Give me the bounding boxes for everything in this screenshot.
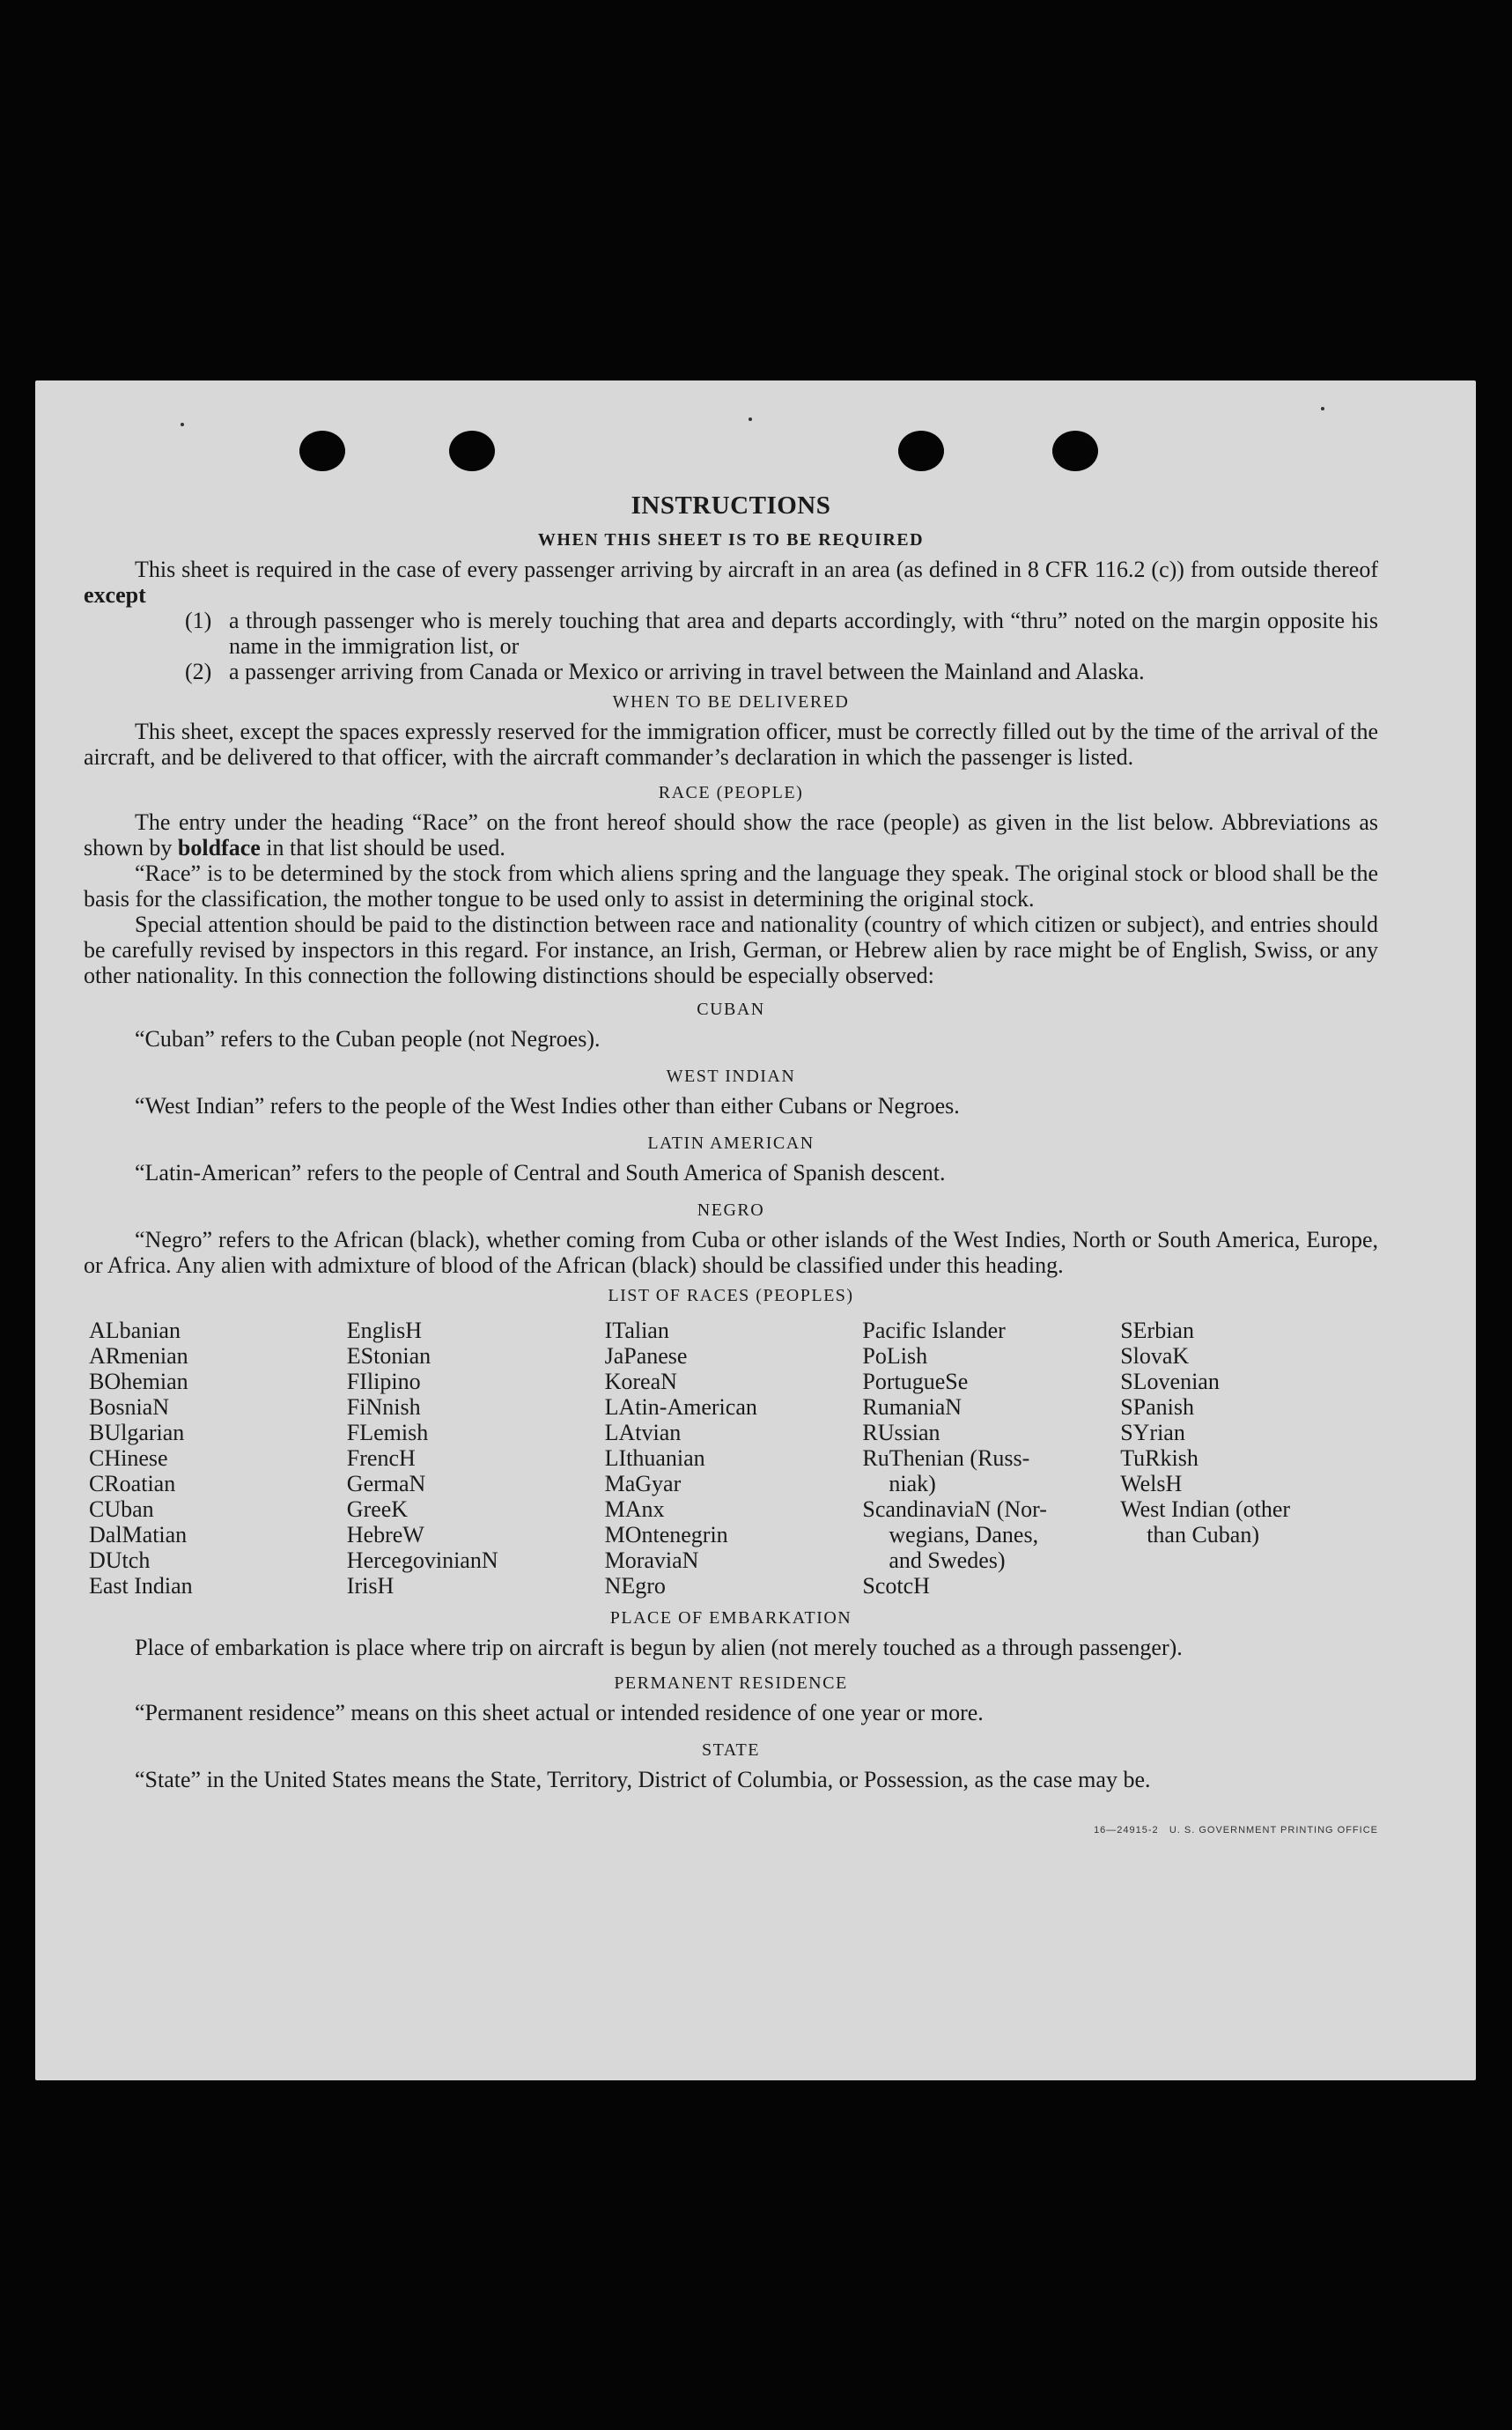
paragraph: “Negro” refers to the African (black), whether coming from Cuba or other islands of the West Indies, North or South America, Europe, or Africa. Any alien with admixture of blood of the African (black) should be classified under this heading. (84, 1227, 1378, 1278)
paragraph (84, 809, 1378, 860)
paragraph: This sheet, except the spaces expressly reserved for the immigration officer, must be correctly filled out by the time of the arrival of the aircraft, and be delivered to that officer, with the aircraft commander’s declaration in which the passenger is listed. (84, 719, 1378, 770)
race-entry: East Indian (89, 1573, 193, 1599)
race-entry: TuRkish (1120, 1445, 1199, 1471)
race-entry: DalMatian (89, 1522, 188, 1547)
race-entry: wegians, Danes, (889, 1522, 1039, 1547)
race-entry: SYrian (1120, 1420, 1185, 1445)
text: in that list should be used. (260, 835, 505, 860)
race-entry: ARmenian (89, 1343, 188, 1369)
race-entry: BUlgarian (89, 1420, 185, 1445)
race-entry: BosniaN (89, 1394, 169, 1420)
race-entry: FLemish (346, 1420, 429, 1445)
printer-imprint: U. S. GOVERNMENT PRINTING OFFICE (1169, 1825, 1378, 1835)
paragraph: “Latin-American” refers to the people of Central and South America of Spanish descent. (135, 1160, 946, 1185)
race-entry: RumaniaN (862, 1394, 963, 1420)
bold-text: except (84, 582, 146, 608)
paragraph: “Race” is to be determined by the stock from which aliens spring and the language they speak. The original stock or blood shall be the basis for the classification, the mother tongue to be used only to assist in determining the original stock. (84, 860, 1378, 912)
punch-hole (1052, 431, 1098, 471)
race-entry: CHinese (89, 1445, 168, 1471)
race-entry: HercegovinianN (346, 1547, 498, 1573)
list-item (185, 659, 1378, 684)
list-item (185, 608, 1378, 659)
race-entry: PoLish (862, 1343, 928, 1369)
punch-hole (449, 431, 495, 471)
race-entry: CUban (89, 1496, 154, 1522)
section-heading: WHEN THIS SHEET IS TO BE REQUIRED (537, 530, 925, 550)
race-entry: DUtch (89, 1547, 151, 1573)
race-entry: than Cuban) (1147, 1522, 1259, 1547)
text: This sheet is required in the case of every passenger arriving by aircraft in an area (as defined in 8 CFR 116.2 (c)) from outside thereof (135, 557, 1378, 582)
page-title: INSTRUCTIONS (631, 491, 831, 520)
punch-hole (299, 431, 345, 471)
race-entry: EnglisH (346, 1318, 423, 1343)
races-column (605, 1318, 863, 1599)
race-entry: GreeK (346, 1496, 409, 1522)
item-text: a through passenger who is merely touching that area and departs accordingly, with “thru” noted on the margin opposite his name in the immigration list, or (229, 608, 1378, 659)
race-entry: SlovaK (1120, 1343, 1190, 1369)
race-entry: RUssian (862, 1420, 940, 1445)
paragraph: Place of embarkation is place where trip on aircraft is begun by alien (not merely touched as a through passenger). (135, 1635, 1183, 1660)
speck (1321, 407, 1324, 410)
paragraph: “State” in the United States means the State, Territory, District of Columbia, or Possession, as the case may be. (135, 1767, 1151, 1792)
race-entry: ScandinaviaN (Nor- (862, 1496, 1047, 1522)
race-entry: SLovenian (1120, 1369, 1220, 1394)
race-entry: niak) (889, 1471, 936, 1496)
race-entry: IrisH (346, 1573, 395, 1599)
race-entry: FrencH (346, 1445, 416, 1471)
race-entry: PortugueSe (862, 1369, 969, 1394)
race-entry: MOntenegrin (604, 1522, 728, 1547)
races-list (89, 1318, 1378, 1599)
section-heading: RACE (PEOPLE) (658, 783, 804, 802)
section-heading: WHEN TO BE DELIVERED (612, 692, 850, 712)
speck (749, 417, 752, 421)
paragraph: Special attention should be paid to the distinction between race and nationality (country of which citizen or subject), and entries should be carefully revised by inspectors in this regard. For instance, an Irish, German, or Hebrew alien by race might be of English, Swiss, or any other nationality. In this connection the following distinctions should be especially observed: (84, 912, 1378, 988)
punch-hole (898, 431, 944, 471)
race-entry: LAtin-American (604, 1394, 757, 1420)
race-entry: MAnx (604, 1496, 665, 1522)
paragraph: “Cuban” refers to the Cuban people (not Negroes). (135, 1026, 601, 1052)
text: The entry under the heading “Race” on the front hereof should show the race (people) as given in the list below. Abbreviations as shown by (84, 809, 1378, 860)
race-entry: KoreaN (604, 1369, 677, 1394)
race-entry: WelsH (1120, 1471, 1183, 1496)
races-column (1120, 1318, 1378, 1599)
race-entry: and Swedes) (889, 1547, 1006, 1573)
race-entry: FiNnish (346, 1394, 421, 1420)
item-text: a passenger arriving from Canada or Mexico or arriving in travel between the Mainland and Alaska. (229, 659, 1145, 684)
races-column (89, 1318, 347, 1599)
section-heading: PLACE OF EMBARKATION (609, 1608, 852, 1628)
race-entry: MaGyar (604, 1471, 682, 1496)
race-entry: FIlipino (346, 1369, 421, 1394)
race-entry: ScotcH (862, 1573, 930, 1599)
bold-text: boldface (177, 835, 261, 860)
section-heading: STATE (702, 1740, 760, 1760)
race-entry: GermaN (346, 1471, 426, 1496)
race-entry: Pacific Islander (862, 1318, 1006, 1343)
races-column (862, 1318, 1120, 1599)
race-entry: NEgro (604, 1573, 666, 1599)
race-entry: BOhemian (89, 1369, 188, 1394)
item-number: (2) (185, 659, 212, 684)
form-number: 16—24915-2 (1094, 1825, 1159, 1835)
race-entry: HebreW (346, 1522, 424, 1547)
race-entry: RuThenian (Russ- (862, 1445, 1030, 1471)
print-code (1094, 1818, 1378, 1843)
section-heading: NEGRO (697, 1200, 765, 1220)
race-entry: EStonian (346, 1343, 431, 1369)
section-heading: LATIN AMERICAN (647, 1134, 815, 1153)
section-heading: PERMANENT RESIDENCE (614, 1673, 848, 1693)
race-entry: MoraviaN (604, 1547, 699, 1573)
races-column (347, 1318, 605, 1599)
section-heading: LIST OF RACES (PEOPLES) (608, 1286, 854, 1305)
paragraph (84, 557, 1378, 608)
race-entry: LIthuanian (604, 1445, 705, 1471)
paragraph: “West Indian” refers to the people of the West Indies other than either Cubans or Negroes. (135, 1093, 960, 1119)
item-number: (1) (185, 608, 212, 633)
race-entry: SErbian (1120, 1318, 1194, 1343)
race-entry: JaPanese (604, 1343, 688, 1369)
instruction-sheet (35, 380, 1476, 2080)
race-entry: West Indian (other (1120, 1496, 1291, 1522)
race-entry: LAtvian (604, 1420, 682, 1445)
speck (181, 423, 184, 426)
instructions-content (84, 491, 1378, 1835)
section-heading: WEST INDIAN (666, 1067, 796, 1086)
paragraph: “Permanent residence” means on this sheet actual or intended residence of one year or more. (135, 1700, 984, 1725)
race-entry: ITalian (604, 1318, 669, 1343)
race-entry: SPanish (1120, 1394, 1194, 1420)
race-entry: ALbanian (89, 1318, 181, 1343)
race-entry: CRoatian (89, 1471, 176, 1496)
section-heading: CUBAN (697, 1000, 765, 1019)
